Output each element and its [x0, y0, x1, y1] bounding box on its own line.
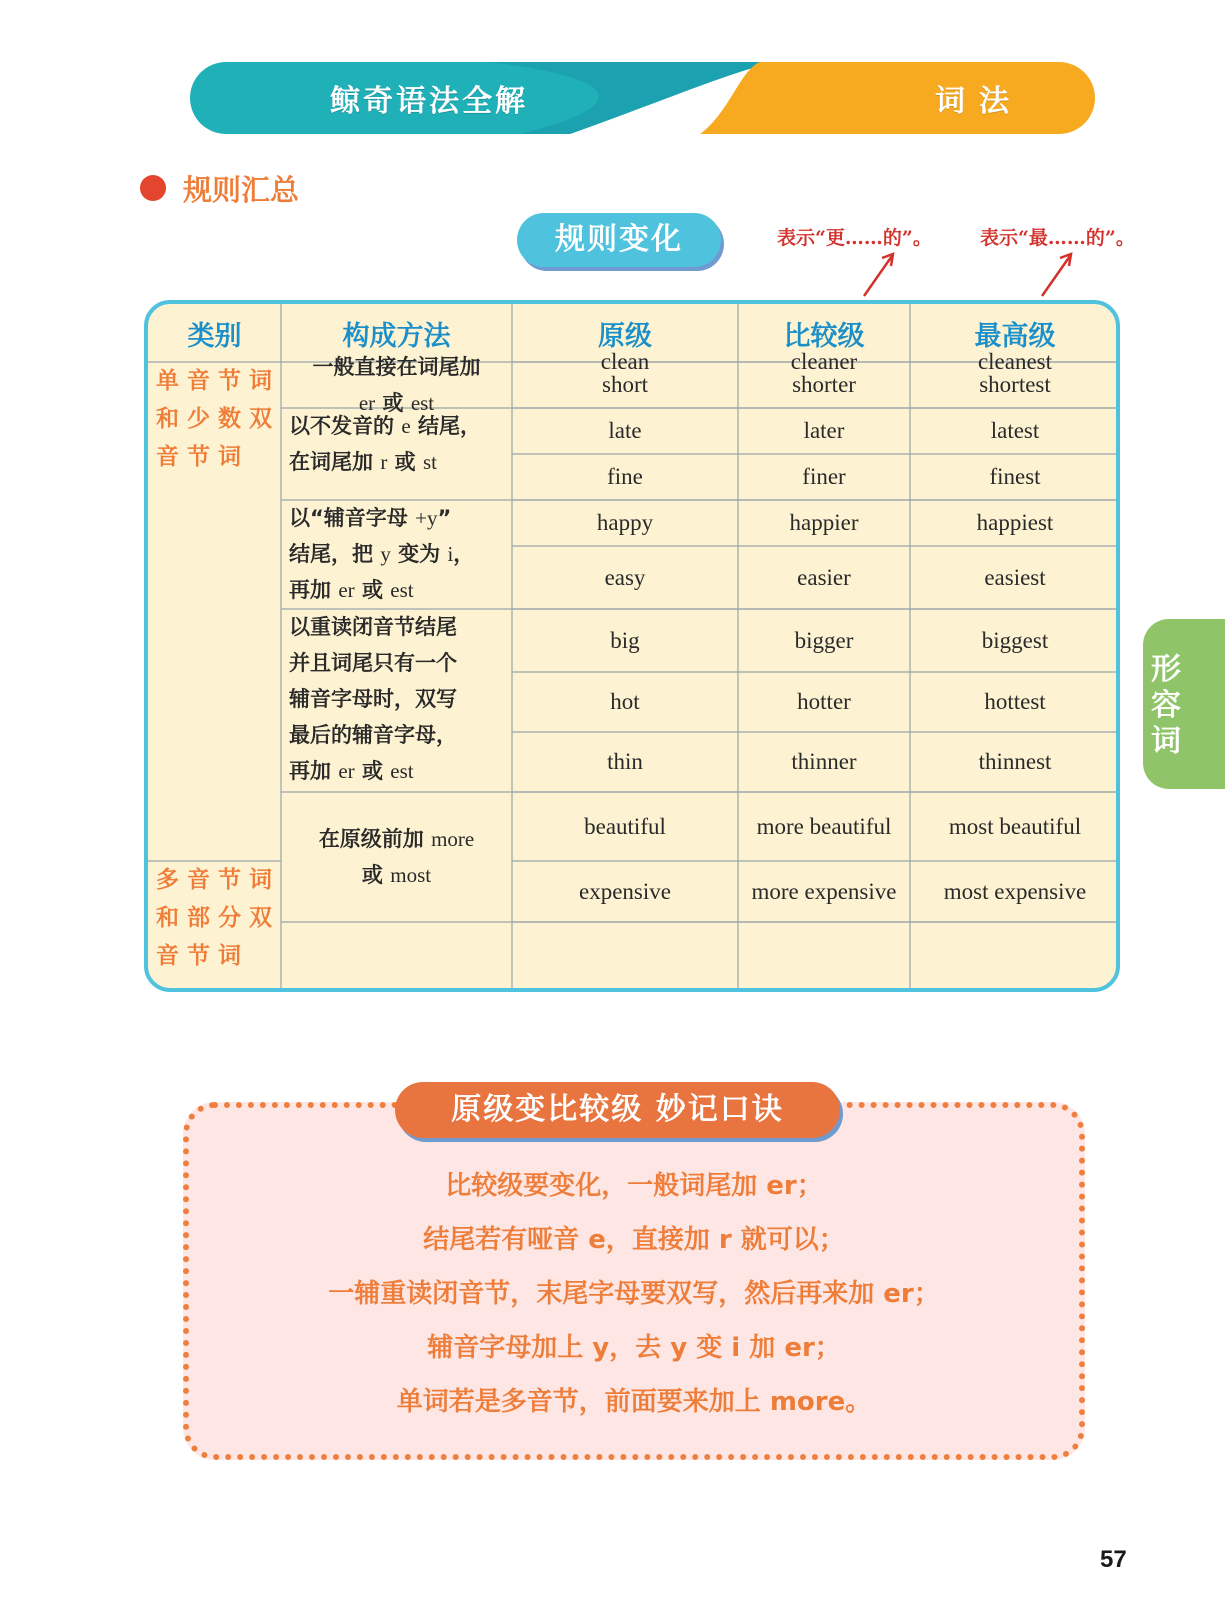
positive-form: thin	[607, 749, 643, 774]
summary-title: 规则汇总	[183, 173, 300, 207]
banner-orange-shape	[700, 62, 1095, 134]
superlative-form: latest	[990, 418, 1040, 443]
mnemonic-title: 原级变比较级 妙记口诀	[395, 1082, 840, 1138]
method-cell	[289, 609, 504, 792]
comparative-form: bigger	[794, 627, 854, 653]
table-header: 原级	[598, 320, 652, 352]
table-header: 最高级	[974, 320, 1056, 352]
method-line: 再加 er 或 est	[289, 578, 414, 602]
arrow-comparative-icon	[860, 250, 900, 300]
comparison-table: 类别 构成方法 原级 比较级 最高级 单音节词 和少数双 音节词 多音节词 和部分双 音节词 一般直接在词尾加 er 或 est clean cleaner cleanest short shorter shortest 以不发音的 e 结尾， 在词尾加 r 或 st late later latest fine finer finest 以“辅音字母 +y” 结尾，把 y 变为 i， 再加 er 或 est happy happier happiest easy easier easiest 以重读闭音节结尾 并且词尾只有一个 辅音字母时，双写 最后的辅音字母， 再加 er 或 est big bigger biggest hot hotter hottest thin thinner thinnest 在原级前加 more 或 most beautiful more beautiful most beautiful expensive more expensive most expensive	[144, 300, 1120, 992]
method-line: er 或 est	[358, 391, 435, 415]
category-line: 和少数双	[156, 406, 280, 432]
superlative-form: happiest	[976, 510, 1054, 535]
comparative-form: easier	[797, 564, 851, 590]
positive-form: happy	[596, 510, 654, 535]
method-line: 在原级前加 more	[318, 827, 475, 851]
comparative-form: happier	[789, 510, 859, 535]
book-title: 鲸奇语法全解	[330, 84, 528, 119]
table-header: 比较级	[783, 320, 865, 352]
positive-form: hot	[610, 689, 640, 714]
rule-change-pill: 规则变化	[517, 213, 721, 267]
superlative-form: shortest	[979, 372, 1051, 397]
positive-form: short	[602, 372, 648, 397]
superlative-form: thinnest	[978, 749, 1052, 774]
section-title: 词法	[935, 84, 1023, 119]
table-header: 构成方法	[342, 320, 451, 352]
positive-form: big	[610, 627, 640, 653]
category-single-syllable	[148, 362, 281, 861]
positive-form: easy	[604, 564, 646, 590]
positive-form: fine	[607, 464, 643, 489]
method-cell	[289, 355, 504, 415]
positive-form: beautiful	[584, 813, 666, 839]
mnemonic-line: 辅音字母加上 y，去 y 变 i 加 er；	[427, 1333, 841, 1363]
method-line: 结尾，把 y 变为 i，	[289, 542, 475, 566]
comparative-form: more expensive	[751, 878, 897, 904]
mnemonic-line: 比较级要变化，一般词尾加 er；	[445, 1171, 823, 1201]
superlative-form: finest	[989, 464, 1041, 489]
mnemonic-line: 结尾若有哑音 e，直接加 r 就可以；	[423, 1225, 845, 1255]
superlative-form: most expensive	[943, 878, 1087, 904]
method-cell	[289, 500, 504, 609]
side-tab-label: 形 容 词	[1151, 652, 1181, 759]
method-line: 辅音字母时，双写	[289, 687, 457, 711]
method-line: 以“辅音字母 +y”	[289, 506, 452, 530]
mnemonic-line: 一辅重读闭音节，末尾字母要双写，然后再来加 er；	[328, 1279, 940, 1309]
category-multi-syllable	[148, 861, 281, 992]
mnemonic-line: 单词若是多音节，前面要来加上 more。	[396, 1387, 872, 1417]
category-line: 单音节词	[156, 368, 280, 394]
superlative-form: easiest	[984, 564, 1046, 590]
method-line: 并且词尾只有一个	[289, 651, 457, 675]
method-line: 最后的辅音字母，	[289, 723, 457, 747]
method-cell	[289, 408, 504, 500]
comparative-form: thinner	[791, 749, 857, 774]
page-number: 57	[1100, 1546, 1127, 1573]
positive-form: late	[608, 418, 642, 443]
superlative-note: 表示“最……的”。	[980, 227, 1135, 249]
category-line: 音节词	[156, 444, 249, 470]
method-cell	[289, 792, 504, 922]
category-line: 和部分双	[156, 905, 280, 931]
category-line: 多音节词	[156, 867, 280, 893]
method-line: 在词尾加 r 或 st	[289, 450, 437, 474]
superlative-form: hottest	[984, 689, 1046, 714]
comparative-note: 表示“更……的”。	[777, 227, 932, 249]
method-line: 一般直接在词尾加	[312, 355, 481, 379]
bullet-dot-icon	[140, 175, 166, 201]
table-header: 类别	[187, 320, 242, 352]
superlative-form: biggest	[981, 627, 1049, 653]
superlative-form: most beautiful	[948, 813, 1082, 839]
method-line: 再加 er 或 est	[289, 759, 414, 783]
comparative-form: hotter	[797, 689, 851, 714]
comparative-form: finer	[802, 464, 846, 489]
arrow-superlative-icon	[1038, 250, 1078, 300]
comparative-form: later	[803, 418, 845, 443]
category-line: 音节词	[156, 943, 249, 969]
method-line: 以重读闭音节结尾	[289, 615, 457, 639]
method-line: 以不发音的 e 结尾，	[289, 414, 481, 438]
positive-form: expensive	[579, 878, 671, 904]
comparative-form: more beautiful	[756, 813, 892, 839]
comparative-form: shorter	[792, 372, 856, 397]
method-line: 或 most	[361, 863, 432, 887]
